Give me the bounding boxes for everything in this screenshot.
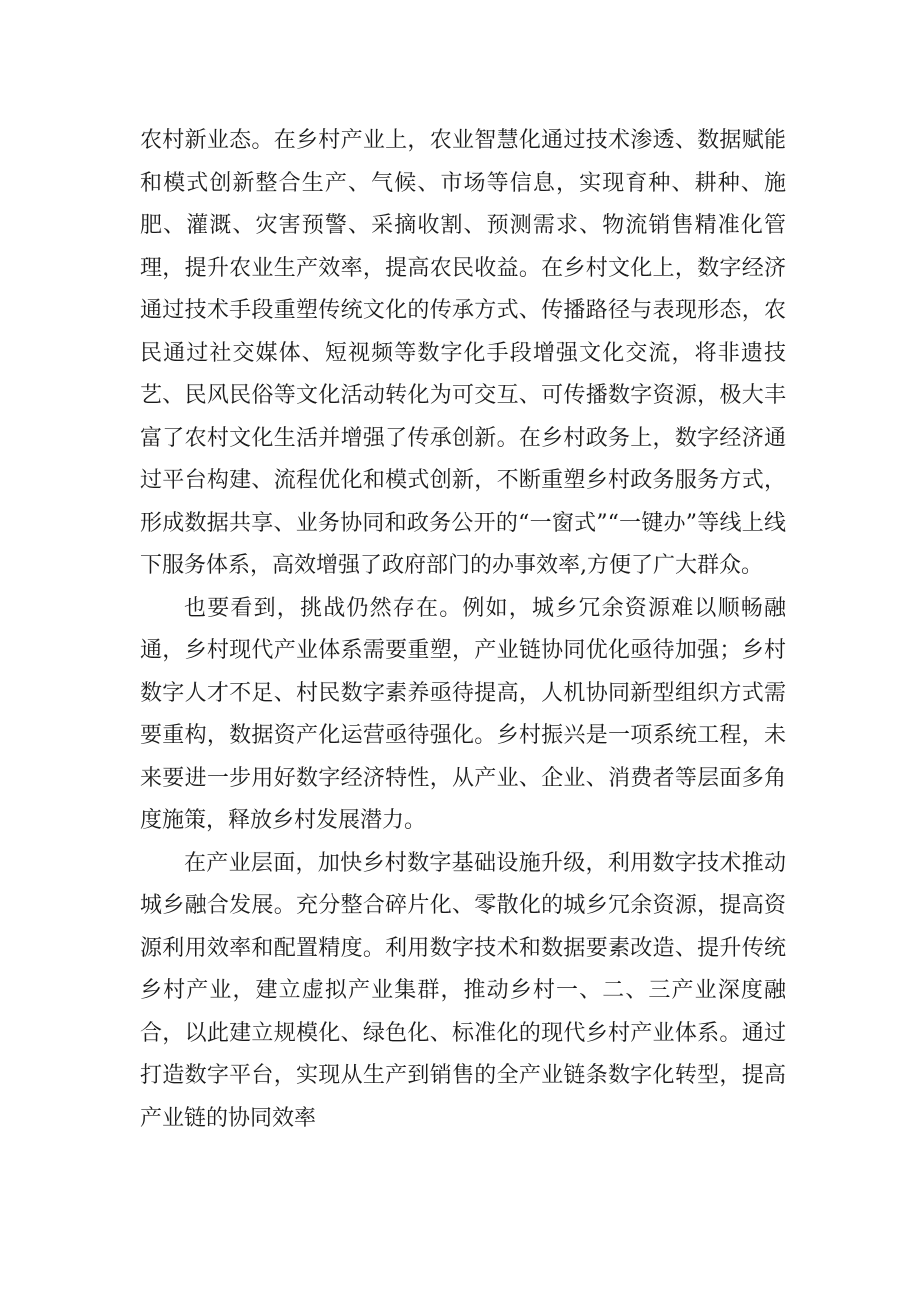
paragraph-3: 在产业层面，加快乡村数字基础设施升级，利用数字技术推动城乡融合发展。充分整合碎片化、零散化的城乡冗余资源，提高资源利用效率和配置精度。利用数字技术和数据要素改造、提升传统乡村产业，建立虚拟产业集群，推动乡村一、二、三产业深度融合，以此建立规模化、绿色化、标准化的现代乡村产业体系。通过打造数字平台，实现从生产到销售的全产业链条数字化转型，提高产业链的协同效率: [140, 850, 786, 1131]
paragraph-2: 也要看到，挑战仍然存在。例如，城乡冗余资源难以顺畅融通，乡村现代产业体系需要重塑，产业链协同优化亟待加强；乡村数字人才不足、村民数字素养亟待提高，人机协同新型组织方式需要重构，数据资产化运营亟待强化。乡村振兴是一项系统工程，未来要进一步用好数字经济特性，从产业、企业、消费者等层面多角度施策，释放乡村发展潜力。: [140, 595, 786, 833]
document-body: [140, 120, 786, 1140]
paragraph-1: 农村新业态。在乡村产业上，农业智慧化通过技术渗透、数据赋能和模式创新整合生产、气候、市场等信息，实现育种、耕种、施肥、灌溉、灾害预警、采摘收割、预测需求、物流销售精准化管理，提升农业生产效率，提高农民收益。在乡村文化上，数字经济通过技术手段重塑传统文化的传承方式、传播路径与表现形态，农民通过社交媒体、短视频等数字化手段增强文化交流，将非遗技艺、民风民俗等文化活动转化为可交互、可传播数字资源，极大丰富了农村文化生活并增强了传承创新。在乡村政务上，数字经济通过平台构建、流程优化和模式创新，不断重塑乡村政务服务方式，形成数据共享、业务协同和政务公开的“一窗式”“一键办”等线上线下服务体系，高效增强了政府部门的办事效率,方便了广大群众。: [140, 128, 786, 578]
